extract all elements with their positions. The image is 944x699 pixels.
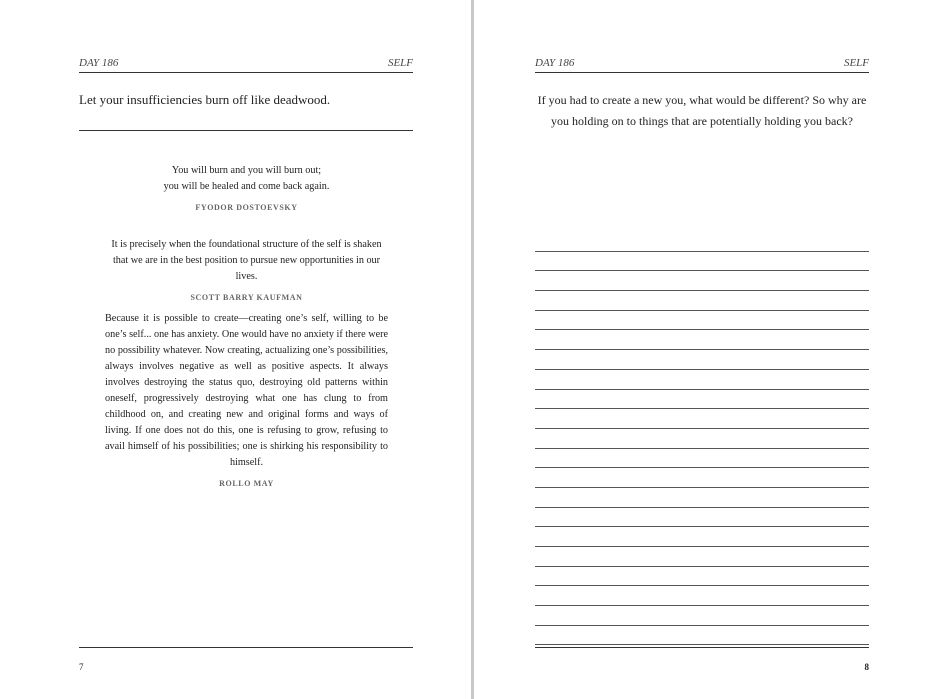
writing-line[interactable] xyxy=(535,390,869,410)
writing-line[interactable] xyxy=(535,586,869,606)
page-header xyxy=(79,57,413,73)
writing-line[interactable] xyxy=(535,449,869,469)
prompt-text: Let your insufficiencies burn off like deadwood. xyxy=(79,92,331,107)
writing-line[interactable] xyxy=(535,508,869,528)
page-footer xyxy=(79,647,413,678)
writing-line[interactable] xyxy=(535,291,869,311)
quote-line: you will be healed and come back again. xyxy=(163,181,330,192)
question-line: you holding on to things that are potentially holding you back? xyxy=(551,114,853,128)
quote-text: It is precisely when the foundational structure of the self is shaken that we are in the best position to pursue new opportunities in our lives. xyxy=(111,239,382,282)
quote-dostoevsky xyxy=(105,163,388,216)
quote-kaufman xyxy=(105,237,388,306)
writing-lines[interactable] xyxy=(535,232,869,645)
quote-author: SCOTT BARRY KAUFMAN xyxy=(190,293,303,302)
writing-line[interactable] xyxy=(535,370,869,390)
writing-line[interactable] xyxy=(535,271,869,291)
journal-question xyxy=(535,90,869,132)
writing-line[interactable] xyxy=(535,488,869,508)
page-header xyxy=(535,57,869,73)
right-page xyxy=(474,0,944,699)
page-number: 7 xyxy=(79,662,84,672)
writing-line[interactable] xyxy=(535,527,869,547)
writing-line[interactable] xyxy=(535,429,869,449)
section-label: SELF xyxy=(387,57,413,69)
writing-line[interactable] xyxy=(535,330,869,350)
writing-line[interactable] xyxy=(535,409,869,429)
writing-line[interactable] xyxy=(535,626,869,646)
quote-line: You will burn and you will burn out; xyxy=(171,165,322,176)
question-line: If you had to create a new you, what would be different? So why are xyxy=(537,93,867,107)
quote-author: FYODOR DOSTOEVSKY xyxy=(195,203,298,212)
writing-line[interactable] xyxy=(535,232,869,252)
page-number: 8 xyxy=(864,662,869,672)
writing-line[interactable] xyxy=(535,468,869,488)
quote-may xyxy=(105,311,388,492)
quote-text: Because it is possible to create—creating one’s self, willing to be one’s self... one has anxiety. One would have no anxiety if there were no possibility whatever. Now creating, actualizing one’s possibilities, always involves negative as well as positive aspects. It always involves destroying the status quo, destroying old patterns within oneself, progressively destroying what one has clung to from childhood on, and creating new and original forms and ways of living. If one does not do this, one is refusing to grow, refusing to avail himself of his possibilities; one is shirking his responsibility to himself. xyxy=(105,313,388,468)
day-label: DAY 186 xyxy=(535,57,575,69)
writing-line[interactable] xyxy=(535,606,869,626)
writing-line[interactable] xyxy=(535,350,869,370)
quote-author: ROLLO MAY xyxy=(219,479,274,488)
section-label: SELF xyxy=(843,57,869,69)
left-page xyxy=(0,0,471,699)
page-footer xyxy=(535,647,869,678)
writing-line[interactable] xyxy=(535,547,869,567)
daily-prompt xyxy=(79,92,413,131)
writing-line[interactable] xyxy=(535,311,869,331)
writing-line[interactable] xyxy=(535,252,869,272)
writing-line[interactable] xyxy=(535,567,869,587)
day-label: DAY 186 xyxy=(79,57,119,69)
